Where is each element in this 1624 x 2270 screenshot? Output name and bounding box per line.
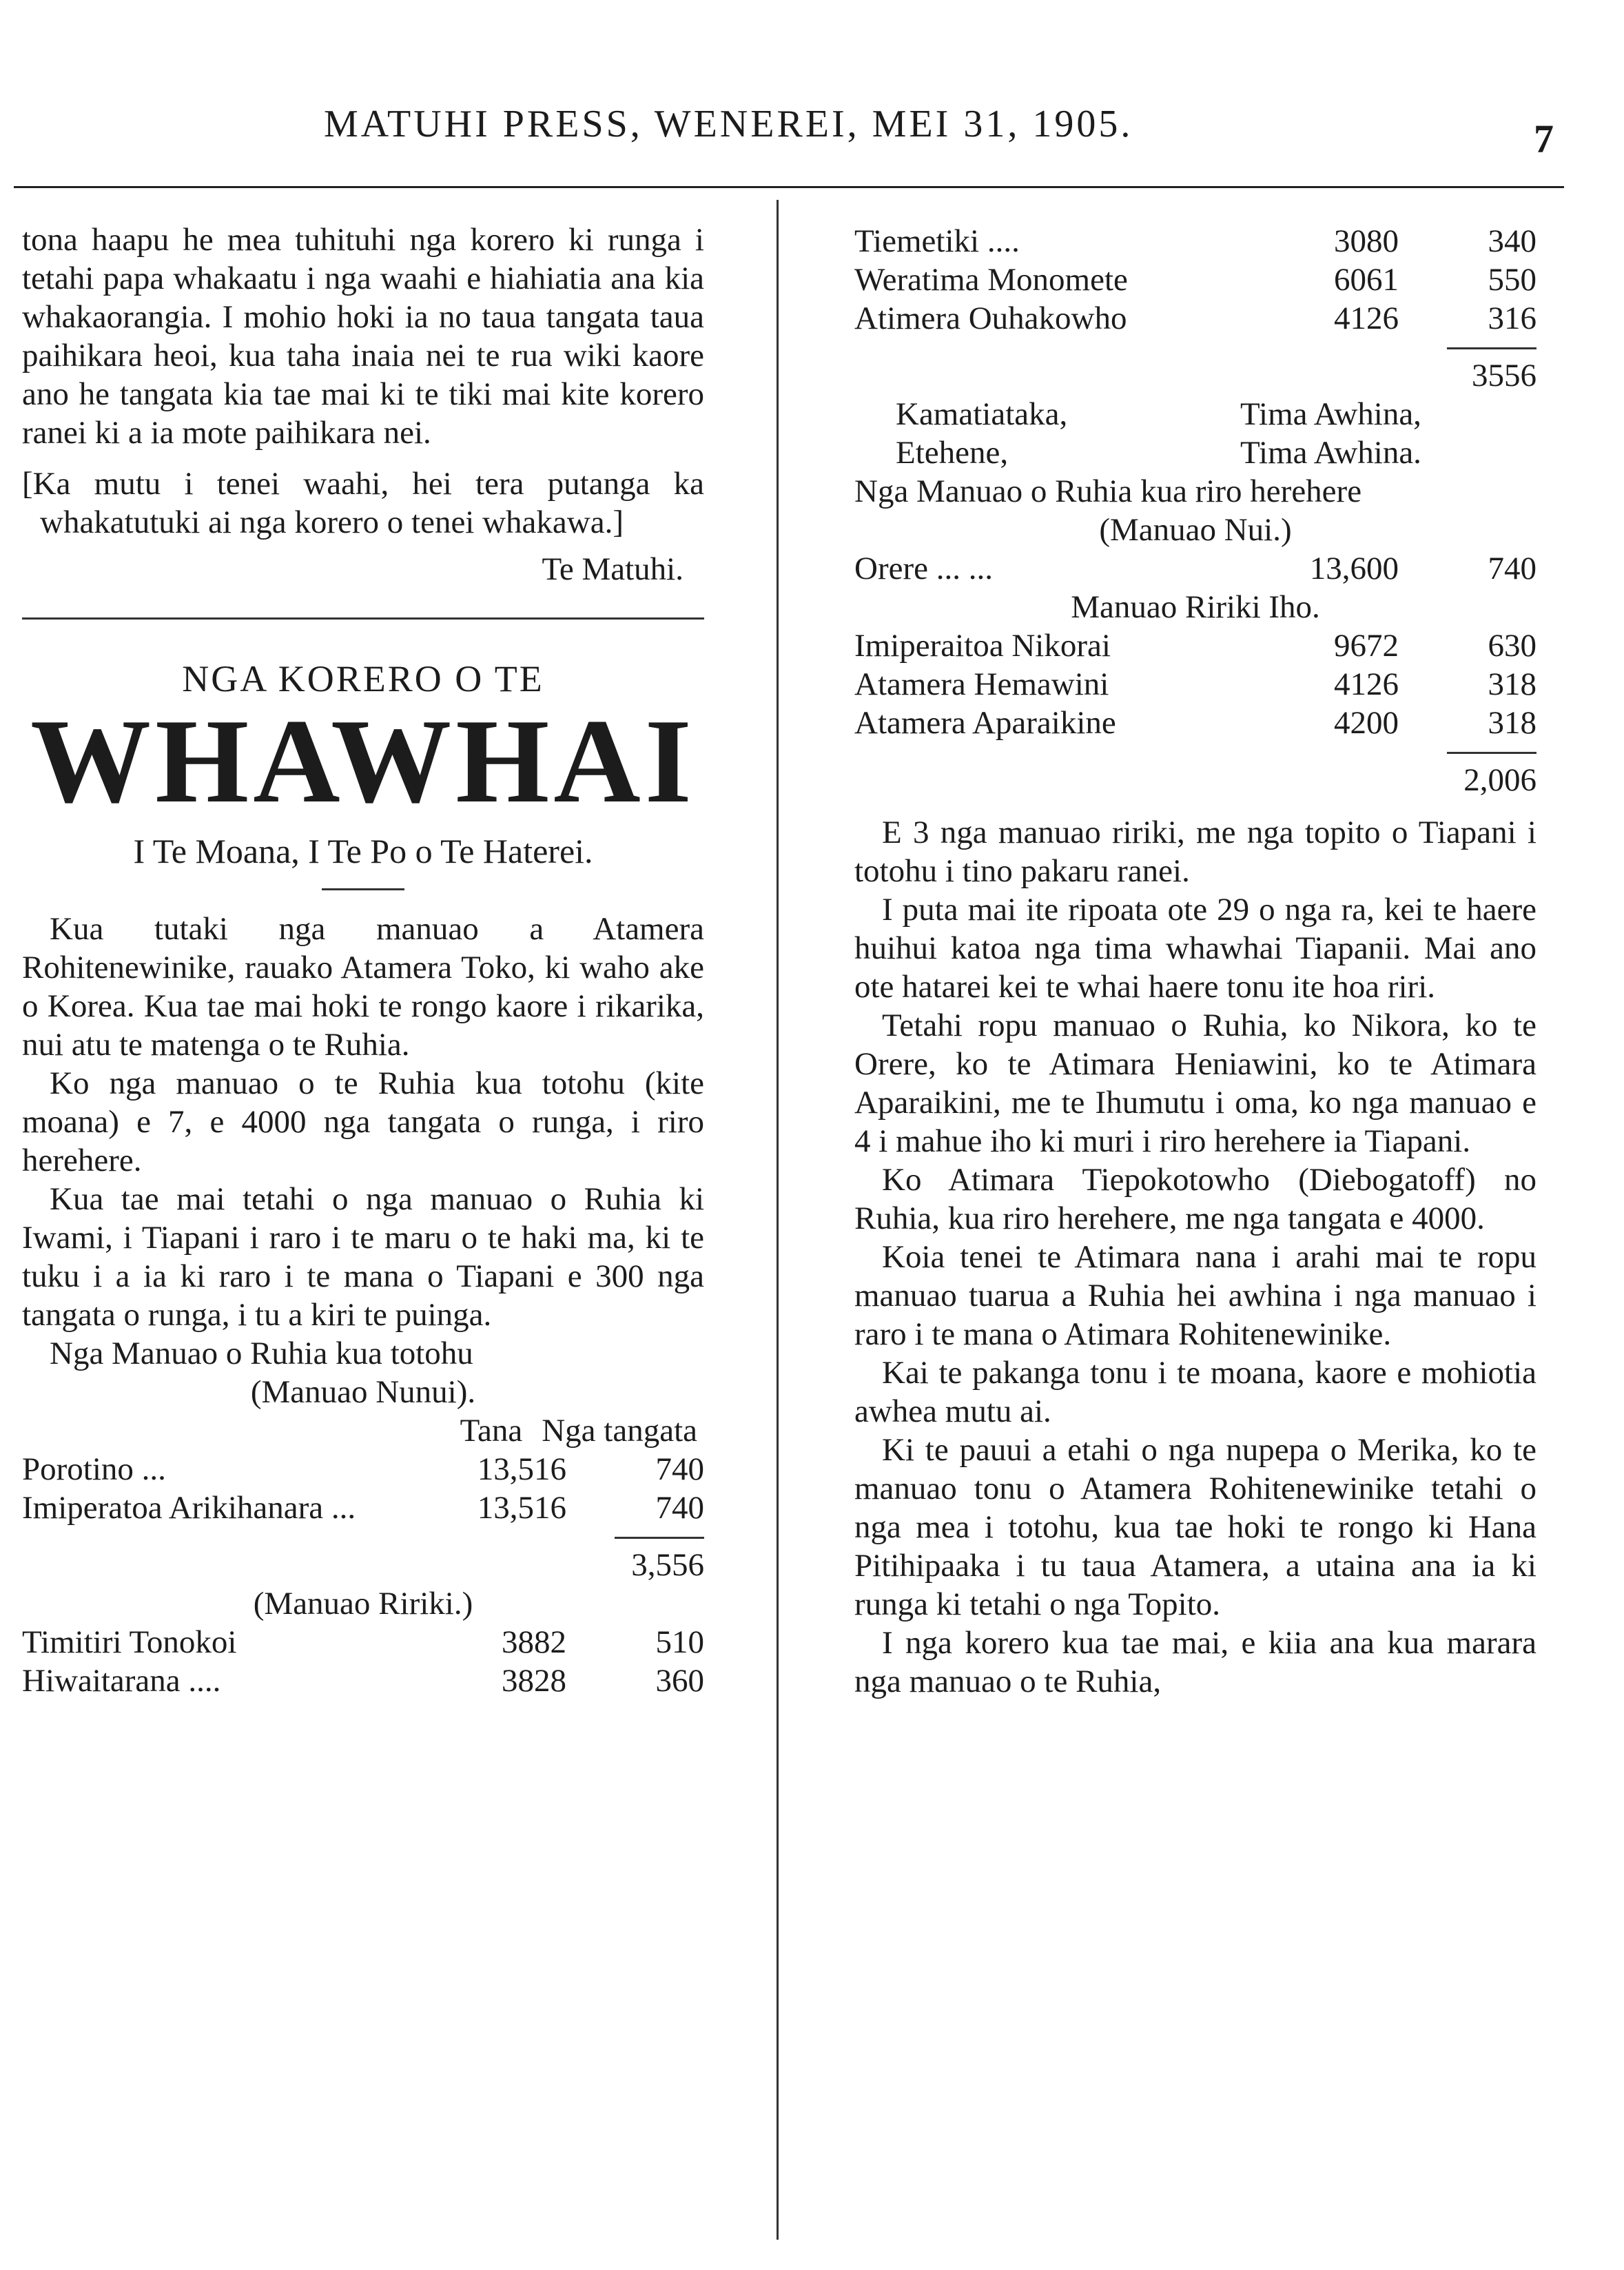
ship-tons: 3080 xyxy=(1334,223,1399,259)
column-header-tons: Tana xyxy=(460,1413,523,1449)
ship-crew: 740 xyxy=(655,1451,704,1487)
article-paragraph: Kua tutaki nga manuao a Atamera Rohitenewinike, rauako Atamera Toko, ki waho ake o Korea. Kua tae mai hoki te rongo kaore i rikarika, nui atu te matenga o te Ruhia. xyxy=(22,911,704,1063)
signature: Te Matuhi. xyxy=(542,551,683,587)
table-row xyxy=(22,1489,704,1527)
captured-row xyxy=(854,395,1536,433)
table-row xyxy=(854,260,1536,299)
article-paragraph: I nga korero kua tae mai, e kiia ana kua marara nga manuao o te Ruhia, xyxy=(854,1625,1536,1699)
article-paragraph: I puta mai ite ripoata ote 29 o nga ra, kei te haere huihui katoa nga tima whawhai Tiapanii. Mai ano ote hatarei kei te whai haere tonu ite hoa riri. xyxy=(854,892,1536,1005)
ship-tons: 4126 xyxy=(1334,300,1399,336)
ship-tons: 13,516 xyxy=(477,1451,566,1487)
article-paragraph: Koia tenei te Atimara nana i arahi mai te ropu manuao tuarua a Ruhia hei awhina i nga manuao i raro i te mana o Atimara Rohitenewinike. xyxy=(854,1239,1536,1352)
ship-tons: 4200 xyxy=(1334,705,1399,741)
total-rule xyxy=(615,1537,704,1539)
column-header-crew: Nga tangata xyxy=(542,1413,697,1449)
ship-crew: 318 xyxy=(1488,666,1536,702)
ship-crew: 340 xyxy=(1488,223,1536,259)
ship-status: Tima Awhina. xyxy=(1240,435,1421,471)
ship-tons: 13,600 xyxy=(1309,551,1399,586)
ship-crew: 740 xyxy=(1488,551,1536,586)
captured-small-subtitle: Manuao Ririki Iho. xyxy=(1071,589,1320,625)
ship-tons: 6061 xyxy=(1334,262,1399,298)
ship-crew: 360 xyxy=(655,1663,704,1699)
ship-name: Imiperatoa Arikihanara ... xyxy=(22,1490,356,1526)
page-header-title: MATUHI PRESS, WENEREI, MEI 31, 1905. xyxy=(324,103,1133,145)
table-row xyxy=(22,1623,704,1661)
article-kicker: NGA KORERO O TE xyxy=(182,658,544,699)
table-total: 3,556 xyxy=(631,1547,704,1583)
article-paragraph: Kai te pakanga tonu i te moana, kaore e mohiotia awhea mutu ai. xyxy=(854,1355,1536,1429)
column-divider xyxy=(777,200,779,2240)
article-subheading: I Te Moana, I Te Po o Te Haterei. xyxy=(133,832,593,870)
ship-name: Atimera Ouhakowho xyxy=(854,300,1127,336)
ship-name: Weratima Monomete xyxy=(854,262,1128,298)
left-column xyxy=(22,221,704,1700)
ship-crew: 318 xyxy=(1488,705,1536,741)
ship-crew: 740 xyxy=(655,1490,704,1526)
table-row xyxy=(22,1661,704,1700)
ship-name: Hiwaitarana .... xyxy=(22,1663,221,1699)
ship-crew: 550 xyxy=(1488,262,1536,298)
ship-name: Orere ... ... xyxy=(854,551,993,586)
sunk-table-header xyxy=(22,1411,704,1450)
table-row xyxy=(854,222,1536,260)
ship-name: Tiemetiki .... xyxy=(854,223,1020,259)
table-row xyxy=(854,626,1536,665)
table-row xyxy=(854,549,1536,588)
sunk-table-subtitle: (Manuao Nunui). xyxy=(250,1374,476,1410)
ship-tons: 9672 xyxy=(1334,628,1399,664)
right-column xyxy=(854,222,1536,1701)
ship-crew: 510 xyxy=(655,1624,704,1660)
ship-name: Imiperaitoa Nikorai xyxy=(854,628,1111,664)
header-rule xyxy=(14,186,1564,188)
captured-table-title: Nga Manuao o Ruhia kua riro herehere xyxy=(854,473,1362,509)
table-total: 3556 xyxy=(1472,358,1536,393)
ship-crew: 630 xyxy=(1488,628,1536,664)
table-row xyxy=(854,665,1536,704)
article-paragraph: Tetahi ropu manuao o Ruhia, ko Nikora, ko te Orere, ko te Atimara Heniawini, ko te Atimara Aparaikini, me te Ihumutu i oma, ko nga manuao e 4 i mahue iho ki muri i riro herehere ia Tiapani. xyxy=(854,1008,1536,1159)
ship-tons: 13,516 xyxy=(477,1490,566,1526)
article-paragraph: Ko nga manuao o te Ruhia kua totohu (kite moana) e 7, e 4000 nga tangata o runga, i riro herehere. xyxy=(22,1065,704,1178)
article-paragraph: Ki te pauui a etahi o nga nupepa o Merika, ko te manuao tonu o Atamera Rohitenewinike tetahi o nga mea i totohu, kua tae hoki te rongo ki Hana Pitihipaaka i tu taua Atamera, a utaina ana ia ki runga ki tetahi o nga Topito. xyxy=(854,1432,1536,1622)
page-number: 7 xyxy=(1534,116,1554,161)
ship-name: Kamatiataka, xyxy=(896,396,1068,432)
article-headline: WHAWHAI xyxy=(30,694,696,828)
ship-tons: 4126 xyxy=(1334,666,1399,702)
ship-name: Atamera Aparaikine xyxy=(854,705,1116,741)
total-rule xyxy=(1447,347,1536,349)
table-row xyxy=(854,704,1536,742)
short-rule xyxy=(322,888,404,890)
bracket-note: [Ka mutu i tenei waahi, hei tera putanga ka whakatutuki ai nga korero o tenei whakawa.] xyxy=(22,466,704,540)
sunk-table-title: Nga Manuao o Ruhia kua totohu xyxy=(50,1336,473,1371)
section-rule xyxy=(22,617,704,620)
captured-row xyxy=(854,433,1536,472)
table-row xyxy=(854,299,1536,338)
article-paragraph: Kua tae mai tetahi o nga manuao o Ruhia ki Iwami, i Tiapani i raro i te maru o te haki ma, ki te tuku i a ia ki raro i te mana o Tiapani e 300 nga tangata o runga, i tu a kiri te puinga. xyxy=(22,1181,704,1333)
article-paragraph: Ko Atimara Tiepokotowho (Diebogatoff) no Ruhia, kua riro herehere, me nga tangata e 4000. xyxy=(854,1162,1536,1236)
table-row xyxy=(22,1450,704,1489)
ship-tons: 3882 xyxy=(502,1624,566,1660)
table-total: 2,006 xyxy=(1463,762,1536,798)
article-paragraph: E 3 nga manuao ririki, me nga topito o Tiapani i totohu i tino pakaru ranei. xyxy=(854,815,1536,889)
captured-big-subtitle: (Manuao Nui.) xyxy=(1099,512,1292,548)
continued-paragraph: tona haapu he mea tuhituhi nga korero ki runga i tetahi papa whakaatu i nga waahi e hiahiatia ana kia whakaorangia. I mohio hoki ia no taua tangata taua paihikara heoi, kua taha inaia nei te rua wiki kaore ano he tangata kia tae mai ki te tiki mai kite korero ranei ki a ia mote paihikara nei. xyxy=(22,222,704,451)
ship-status: Tima Awhina, xyxy=(1240,396,1421,432)
total-rule xyxy=(1447,752,1536,754)
ship-crew: 316 xyxy=(1488,300,1536,336)
ship-name: Timitiri Tonokoi xyxy=(22,1624,237,1660)
ship-name: Atamera Hemawini xyxy=(854,666,1109,702)
ship-tons: 3828 xyxy=(502,1663,566,1699)
ship-name: Etehene, xyxy=(896,435,1009,471)
ship-name: Porotino ... xyxy=(22,1451,166,1487)
small-ships-subtitle: (Manuao Ririki.) xyxy=(253,1586,473,1622)
